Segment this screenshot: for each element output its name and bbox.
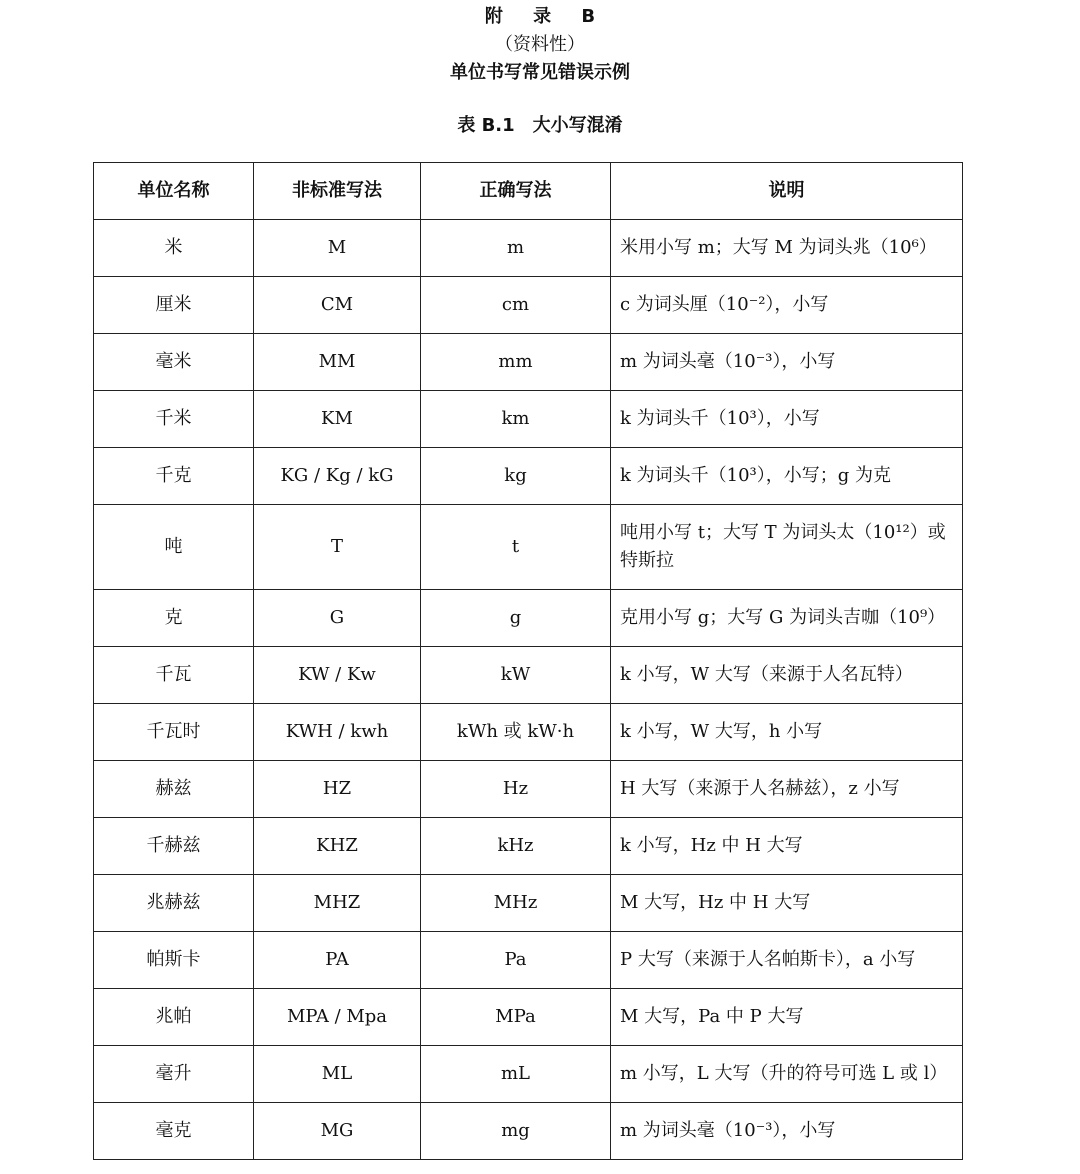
appendix-title: 附 录 B (484, 6, 608, 27)
unit-name-cell: 米 (94, 220, 254, 277)
unit-name-cell: 赫兹 (94, 761, 254, 818)
column-header-unit-name: 单位名称 (94, 163, 254, 220)
correct-form-cell: kg (421, 448, 611, 505)
table-row (94, 1046, 963, 1103)
table-body (94, 220, 963, 1160)
correct-form-cell: MHz (421, 875, 611, 932)
table-row (94, 989, 963, 1046)
correct-form-cell: g (421, 590, 611, 647)
table-row (94, 220, 963, 277)
wrong-form-cell: CM (254, 277, 421, 334)
wrong-form-cell: KWH / kwh (254, 704, 421, 761)
wrong-form-cell: HZ (254, 761, 421, 818)
note-cell: m 为词头毫（10⁻³），小写 (611, 334, 963, 391)
unit-name-cell: 千瓦 (94, 647, 254, 704)
unit-name-cell: 吨 (94, 505, 254, 590)
note-cell: k 小写，W 大写，h 小写 (611, 704, 963, 761)
wrong-form-cell: ML (254, 1046, 421, 1103)
correct-form-cell: km (421, 391, 611, 448)
wrong-form-cell: KW / Kw (254, 647, 421, 704)
table-row (94, 1103, 963, 1160)
correct-form-cell: mL (421, 1046, 611, 1103)
appendix-note: （资料性） (495, 34, 585, 55)
table-row (94, 391, 963, 448)
table-row (94, 334, 963, 391)
unit-name-cell: 毫克 (94, 1103, 254, 1160)
wrong-form-cell: KM (254, 391, 421, 448)
correct-form-cell: mm (421, 334, 611, 391)
correct-form-cell: mg (421, 1103, 611, 1160)
table-row (94, 932, 963, 989)
note-cell: k 小写，W 大写（来源于人名瓦特） (611, 647, 963, 704)
correct-form-cell: MPa (421, 989, 611, 1046)
correct-form-cell: Hz (421, 761, 611, 818)
correct-form-cell: cm (421, 277, 611, 334)
unit-errors-table (93, 162, 963, 1160)
table-row (94, 505, 963, 590)
correct-form-cell: kHz (421, 818, 611, 875)
note-cell: P 大写（来源于人名帕斯卡），a 小写 (611, 932, 963, 989)
table-row (94, 761, 963, 818)
unit-name-cell: 毫升 (94, 1046, 254, 1103)
table-caption: 表 B.1 大小写混淆 (457, 115, 623, 136)
unit-name-cell: 帕斯卡 (94, 932, 254, 989)
unit-name-cell: 毫米 (94, 334, 254, 391)
table-row (94, 818, 963, 875)
unit-name-cell: 千米 (94, 391, 254, 448)
note-cell: c 为词头厘（10⁻²），小写 (611, 277, 963, 334)
note-cell: 克用小写 g；大写 G 为词头吉咖（10⁹） (611, 590, 963, 647)
unit-name-cell: 克 (94, 590, 254, 647)
correct-form-cell: Pa (421, 932, 611, 989)
wrong-form-cell: M (254, 220, 421, 277)
wrong-form-cell: PA (254, 932, 421, 989)
wrong-form-cell: KHZ (254, 818, 421, 875)
table-row (94, 590, 963, 647)
correct-form-cell: t (421, 505, 611, 590)
note-cell: m 小写，L 大写（升的符号可选 L 或 l） (611, 1046, 963, 1103)
table-row (94, 277, 963, 334)
note-cell: 米用小写 m；大写 M 为词头兆（10⁶） (611, 220, 963, 277)
wrong-form-cell: G (254, 590, 421, 647)
column-header-wrong-form: 非标准写法 (254, 163, 421, 220)
table-row (94, 647, 963, 704)
wrong-form-cell: MG (254, 1103, 421, 1160)
wrong-form-cell: MPA / Mpa (254, 989, 421, 1046)
appendix-heading: 单位书写常见错误示例 (450, 62, 630, 83)
note-cell: k 小写，Hz 中 H 大写 (611, 818, 963, 875)
column-header-note: 说明 (611, 163, 963, 220)
column-header-correct-form: 正确写法 (421, 163, 611, 220)
table-row (94, 448, 963, 505)
table-header-row (94, 163, 963, 220)
wrong-form-cell: T (254, 505, 421, 590)
unit-name-cell: 千瓦时 (94, 704, 254, 761)
correct-form-cell: kWh 或 kW·h (421, 704, 611, 761)
note-cell: k 为词头千（10³），小写；g 为克 (611, 448, 963, 505)
note-cell: m 为词头毫（10⁻³），小写 (611, 1103, 963, 1160)
unit-name-cell: 兆赫兹 (94, 875, 254, 932)
wrong-form-cell: MHZ (254, 875, 421, 932)
note-cell: k 为词头千（10³），小写 (611, 391, 963, 448)
note-cell: H 大写（来源于人名赫兹），z 小写 (611, 761, 963, 818)
unit-name-cell: 千克 (94, 448, 254, 505)
wrong-form-cell: MM (254, 334, 421, 391)
wrong-form-cell: KG / Kg / kG (254, 448, 421, 505)
table-row (94, 875, 963, 932)
unit-name-cell: 兆帕 (94, 989, 254, 1046)
unit-name-cell: 千赫兹 (94, 818, 254, 875)
note-cell: M 大写，Pa 中 P 大写 (611, 989, 963, 1046)
note-cell: M 大写，Hz 中 H 大写 (611, 875, 963, 932)
correct-form-cell: kW (421, 647, 611, 704)
correct-form-cell: m (421, 220, 611, 277)
note-cell: 吨用小写 t；大写 T 为词头太（10¹²）或特斯拉 (611, 505, 963, 590)
unit-name-cell: 厘米 (94, 277, 254, 334)
table-row (94, 704, 963, 761)
